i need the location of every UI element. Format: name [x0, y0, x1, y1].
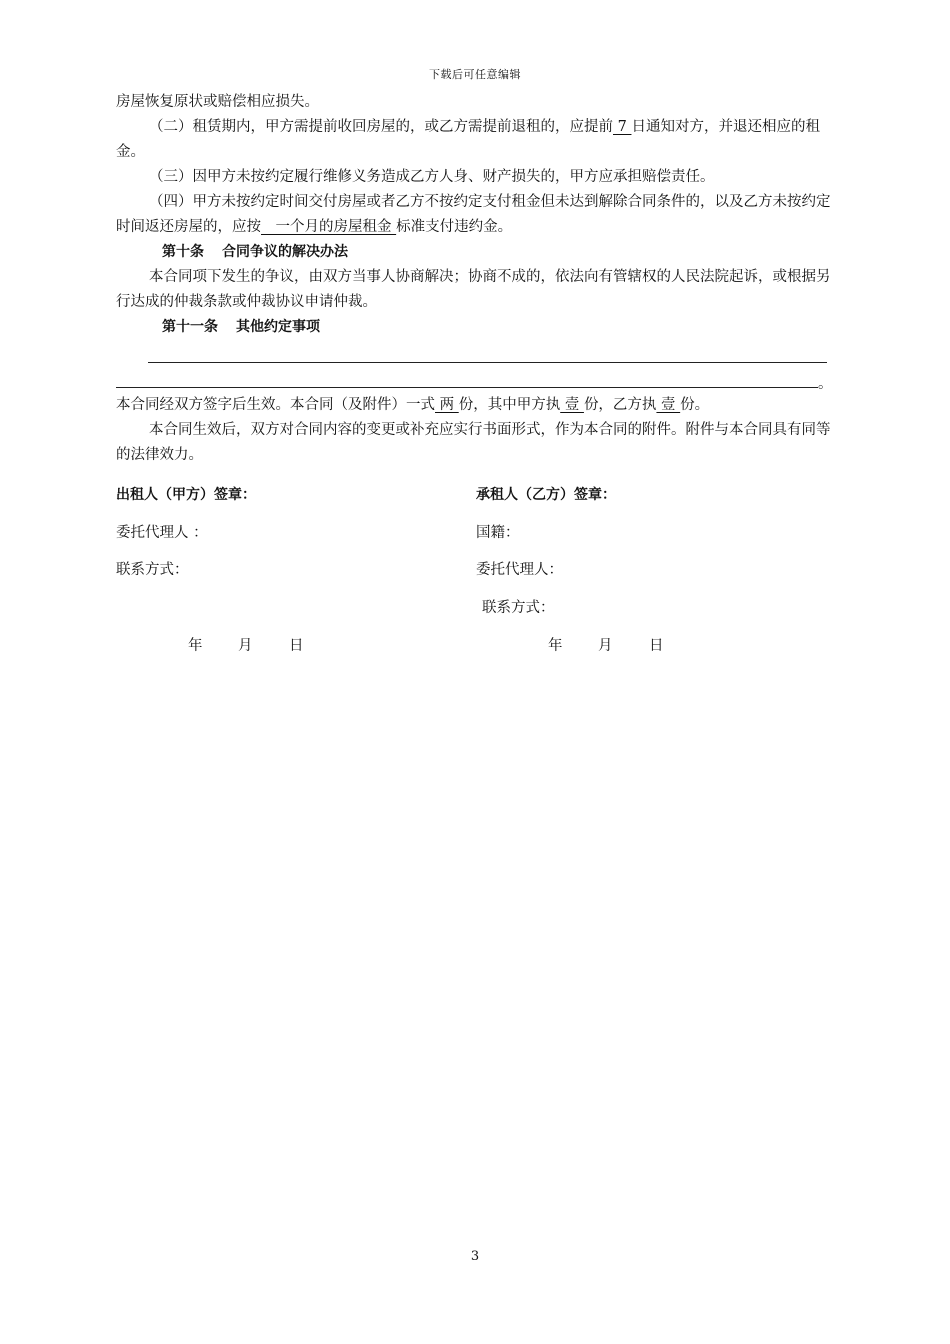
- clause-early-termination: （二）租赁期内，甲方需提前收回房屋的，或乙方需提前退租的，应提前 7 日通知对方，并退还相应的租金。: [116, 119, 820, 160]
- lessor-date-day: 日: [289, 638, 304, 654]
- lessee-date-year: 年: [548, 638, 563, 654]
- lessor-date-year: 年: [188, 638, 203, 654]
- clause-penalty: （四）甲方未按约定时间交付房屋或者乙方不按约定支付租金但未达到解除合同条件的，以及乙方未按约定时间返还房屋的，应按 一个月的房屋租金 标准支付违约金。: [116, 194, 831, 235]
- blank-line-1: [148, 362, 827, 363]
- article-11-heading: 第十一条 其他约定事项: [162, 319, 320, 335]
- lessor-signature-title: 出租人（甲方）签章：: [116, 487, 256, 503]
- lessee-contact-label: 联系方式：: [482, 600, 555, 616]
- clauses-block: [116, 90, 832, 340]
- lessor-agent-label: 委托代理人 ：: [116, 525, 208, 541]
- lessee-nationality-label: 国籍：: [476, 525, 520, 541]
- lessor-date-month: 月: [238, 638, 253, 654]
- lessee-copies: 壹: [656, 397, 681, 413]
- total-copies: 两: [435, 397, 459, 413]
- lessee-signature-title: 承租人（乙方）签章：: [476, 487, 616, 503]
- article-10-heading: 第十条 合同争议的解决办法: [162, 244, 348, 260]
- lessee-agent-label: 委托代理人：: [476, 562, 563, 578]
- notice-days: 7: [613, 119, 632, 135]
- page-header: 下载后可任意编辑: [429, 68, 521, 81]
- clause-continuation: 房屋恢复原状或赔偿相应损失。: [116, 94, 319, 110]
- clause-copies: 本合同经双方签字后生效。本合同（及附件）一式 两 份，其中甲方执 壹 份，乙方执 壹 份。: [116, 397, 710, 413]
- clause-repair-liability: （三）因甲方未按约定履行维修义务造成乙方人身、财产损失的，甲方应承担赔偿责任。: [149, 169, 715, 185]
- page-number: 3: [470, 1249, 480, 1264]
- article-10-body: 本合同项下发生的争议，由双方当事人协商解决；协商不成的，依法向有管辖权的人民法院起诉，或根据另行达成的仲裁条款或仲裁协议申请仲裁。: [116, 269, 831, 310]
- blank-line-period: 。: [818, 376, 833, 392]
- lessor-contact-label: 联系方式：: [116, 562, 189, 578]
- lessor-copies: 壹: [560, 397, 584, 413]
- lessee-date-month: 月: [598, 638, 613, 654]
- lessee-date-day: 日: [649, 638, 664, 654]
- penalty-standard: 一个月的房屋租金: [261, 219, 397, 235]
- effective-block: [116, 393, 832, 468]
- clause-amendments: 本合同生效后，双方对合同内容的变更或补充应实行书面形式，作为本合同的附件。附件与本合同具有同等的法律效力。: [116, 422, 831, 463]
- blank-line-2: [116, 387, 818, 388]
